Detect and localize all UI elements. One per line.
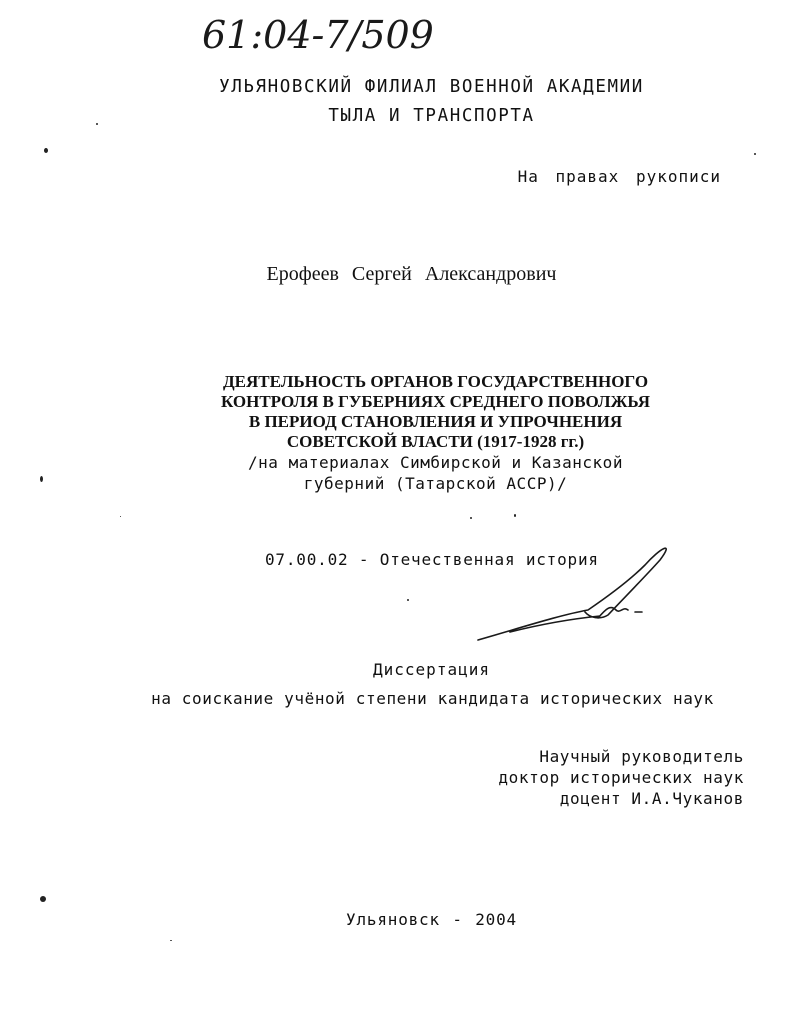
title-line-2: КОНТРОЛЯ В ГУБЕРНИЯХ СРЕДНЕГО ПОВОЛЖЬЯ xyxy=(220,392,650,411)
title-line-1: ДЕЯТЕЛЬНОСТЬ ОРГАНОВ ГОСУДАРСТВЕННОГО xyxy=(222,372,649,391)
scan-speck xyxy=(44,148,48,153)
dissertation-label: Диссертация xyxy=(373,660,490,679)
supervisor-line-3: доцент И.А.Чуканов xyxy=(559,789,744,808)
scan-speck xyxy=(407,599,409,601)
signature xyxy=(470,540,670,650)
supervisor-line-2: доктор исторических наук xyxy=(498,768,744,787)
subtitle-line-2: губерний (Татарской АССР)/ xyxy=(303,474,568,493)
degree-line: на соискание учёной степени кандидата исторических наук xyxy=(151,689,714,708)
archive-code-handwritten xyxy=(200,8,480,58)
scan-speck xyxy=(120,516,121,517)
institution-line-2: ТЫЛА И ТРАНСПОРТА xyxy=(328,106,535,126)
dissertation-title xyxy=(0,372,799,494)
manuscript-rights-note: На правах рукописи xyxy=(517,167,721,186)
city-year: Ульяновск - 2004 xyxy=(346,910,517,929)
scan-speck xyxy=(40,896,46,902)
scan-speck xyxy=(514,514,516,517)
scan-speck xyxy=(40,476,43,482)
supervisor-block xyxy=(498,746,744,809)
subtitle-line-1: /на материалах Симбирской и Казанской xyxy=(248,453,623,472)
scan-speck xyxy=(96,123,98,125)
archive-code-text: 61:04-7/509 xyxy=(202,13,434,57)
scan-speck xyxy=(754,153,756,155)
scan-speck xyxy=(470,517,472,519)
specialty-code: 07.00.02 - Отечественная история xyxy=(265,550,599,569)
author-name: Ерофеев Сергей Александрович xyxy=(266,263,557,285)
title-line-4: СОВЕТСКОЙ ВЛАСТИ (1917-1928 гг.) xyxy=(286,432,585,451)
institution-line-1: УЛЬЯНОВСКИЙ ФИЛИАЛ ВОЕННОЙ АКАДЕМИИ xyxy=(219,77,644,97)
title-line-3: В ПЕРИОД СТАНОВЛЕНИЯ И УПРОЧНЕНИЯ xyxy=(248,412,623,431)
supervisor-line-1: Научный руководитель xyxy=(539,747,744,766)
scan-speck xyxy=(170,940,172,941)
